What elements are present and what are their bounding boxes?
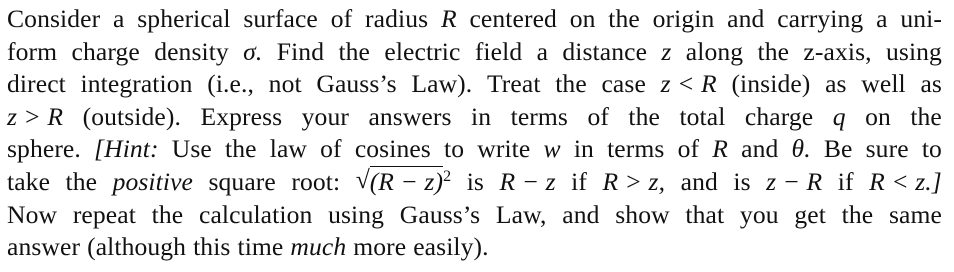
word: time [237, 232, 284, 262]
word: Gauss’s [399, 199, 481, 229]
word: that [685, 199, 725, 229]
word: as [825, 69, 847, 99]
word: form [7, 36, 58, 66]
word: of [320, 134, 342, 164]
word: distance [562, 36, 648, 66]
word: surface [243, 4, 318, 33]
radicand: (R − z) [369, 166, 444, 196]
word: and [741, 134, 779, 164]
word: uni- [900, 4, 942, 33]
word: and [562, 199, 600, 229]
word: if [837, 166, 854, 196]
word: Use [171, 134, 212, 164]
math-var: w [543, 134, 561, 164]
word: as [920, 69, 942, 99]
word: Be [823, 134, 853, 164]
word: is [466, 166, 484, 196]
math-theta: θ. [791, 134, 811, 164]
word: in [573, 134, 594, 164]
word: Now [7, 199, 58, 229]
word: carrying [777, 4, 864, 33]
word: (outside). [82, 101, 182, 131]
word: terms [510, 101, 568, 131]
word: on [569, 4, 596, 33]
word: of [587, 101, 609, 131]
word: using [328, 199, 385, 229]
word: you [739, 199, 779, 229]
word: electric [384, 36, 461, 66]
word: charge [744, 101, 814, 131]
word: the [628, 101, 660, 131]
word: the [555, 69, 587, 99]
word: the [757, 36, 790, 66]
word: a [113, 4, 125, 33]
math-inequality: R < z.] [869, 166, 942, 196]
text-line-2 [7, 36, 942, 69]
word: the [910, 101, 942, 131]
word: terms [607, 134, 665, 164]
text-line-4 [7, 101, 942, 134]
math-expression: z − R [766, 166, 823, 196]
word: field [474, 36, 523, 66]
word: more [353, 232, 407, 262]
word: of [330, 4, 353, 33]
word: the [841, 199, 874, 229]
word: sphere. [7, 134, 81, 164]
word: if [571, 166, 587, 196]
math-var: R [712, 134, 728, 164]
text-line-7 [7, 199, 942, 232]
word: to [921, 134, 942, 164]
text-line-3 [7, 68, 942, 101]
word: the [151, 199, 184, 229]
word: repeat [72, 199, 136, 229]
word: is [733, 166, 751, 196]
word: (inside) [731, 69, 811, 99]
word: Find [276, 36, 325, 66]
word: Gauss’s [316, 69, 397, 99]
word: calculation [198, 199, 313, 229]
word: get [794, 199, 826, 229]
word: not [268, 69, 302, 99]
text-line-8 [7, 231, 942, 264]
word: law [269, 134, 308, 164]
word: the [65, 166, 98, 196]
word: of [677, 134, 700, 164]
word: Law). [411, 69, 473, 99]
emphasis-word: much [290, 232, 347, 262]
emphasis-word: positive [112, 166, 193, 196]
word: square [208, 166, 276, 196]
exponent: 2 [443, 167, 452, 185]
word: take [7, 166, 51, 196]
word: Consider [7, 4, 101, 33]
word: sure [865, 134, 909, 164]
word: this [193, 232, 231, 262]
radical-sign: √ [355, 164, 370, 194]
word: using [885, 36, 942, 66]
word: answer [7, 232, 81, 262]
word: charge [71, 36, 140, 66]
word: well [861, 69, 906, 99]
word: and [680, 166, 718, 196]
math-sigma: σ. [243, 36, 263, 66]
word: root: [291, 166, 341, 196]
word: on [865, 101, 891, 131]
text-line-1 [7, 3, 942, 36]
word: centered [469, 4, 557, 33]
math-inequality: R > z, [602, 166, 666, 196]
word: in [471, 101, 492, 131]
math-inequality: z < R [660, 69, 717, 99]
word: a [536, 36, 549, 66]
word: to [444, 134, 465, 164]
word: your [301, 101, 349, 131]
word: Treat [486, 69, 541, 99]
word: (although [87, 232, 187, 262]
word: answers [368, 101, 452, 131]
word: (i.e., [207, 69, 254, 99]
word: along [685, 36, 744, 66]
word: Express [200, 101, 283, 131]
word: case [601, 69, 646, 99]
sqrt-expression [356, 166, 452, 199]
hint-label: [Hint: [94, 134, 159, 164]
word: same [888, 199, 942, 229]
word: a [876, 4, 888, 33]
word: integration [80, 69, 193, 99]
word: direct [7, 69, 66, 99]
word: the [338, 36, 371, 66]
word: total [679, 101, 726, 131]
math-expression: R − z [499, 166, 556, 196]
math-var: q [832, 101, 846, 131]
text-line-6 [7, 166, 942, 199]
text-line-5 [7, 133, 942, 166]
word: Law, [495, 199, 547, 229]
word: and [727, 4, 765, 33]
word: z-axis, [803, 36, 872, 66]
math-inequality: z > R [7, 101, 64, 131]
word: the [608, 4, 640, 33]
math-var: R [440, 4, 457, 33]
word: density [154, 36, 229, 66]
math-var: z [661, 36, 672, 66]
word: show [615, 199, 670, 229]
word: cosines [354, 134, 431, 164]
word: the [225, 134, 257, 164]
word: easily). [413, 232, 489, 262]
word: radius [365, 4, 429, 33]
word: spherical [137, 4, 231, 33]
word: write [477, 134, 531, 164]
word: origin [652, 4, 715, 33]
